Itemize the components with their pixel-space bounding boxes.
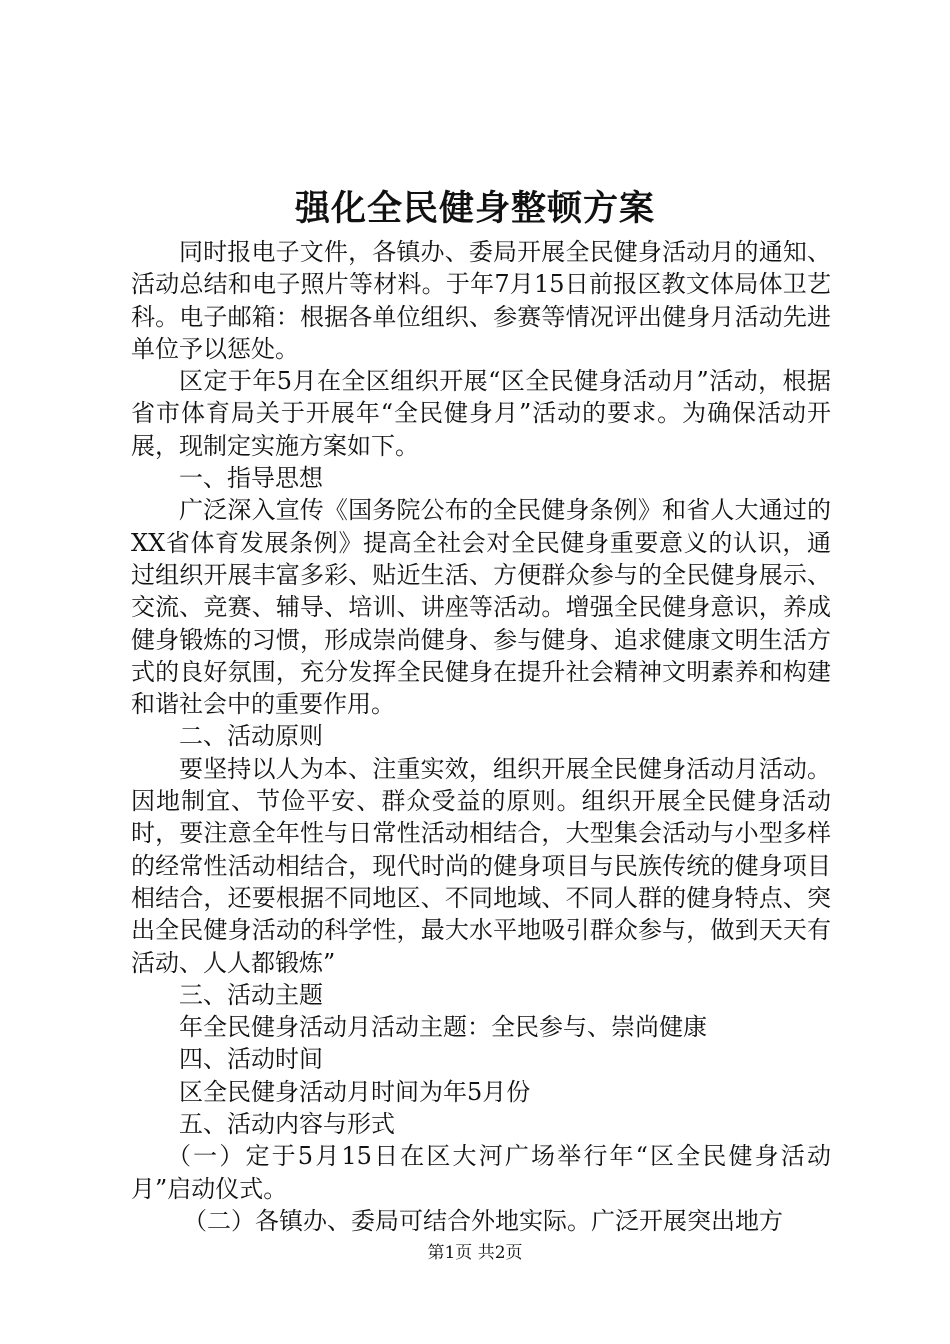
section-heading: 一、指导思想	[179, 464, 323, 493]
paragraph: （二）各镇办、委局可结合外地实际。广泛开展突出地方	[183, 1206, 783, 1235]
page-number-footer: 第1页 共2页	[427, 1243, 523, 1263]
section-heading: 二、活动原则	[179, 722, 323, 751]
paragraph: 同时报电子文件，各镇办、委局开展全民健身活动月的通知、活动总结和电子照片等材料。于年7月15日前报区教文体局体卫艺科。电子邮箱：根据各单位组织、参赛等情况评出健身月活动先进单位予以惩处。	[131, 238, 831, 363]
paragraph: 要坚持以人为本、注重实效，组织开展全民健身活动月活动。因地制宜、节俭平安、群众受益的原则。组织开展全民健身活动时，要注意全年性与日常性活动相结合，大型集会活动与小型多样的经常性活动相结合，现代时尚的健身项目与民族传统的健身项目相结合，还要根据不同地区、不同地域、不同人群的健身特点、突出全民健身活动的科学性，最大水平地吸引群众参与，做到天天有活动、人人都锻炼”	[131, 754, 831, 977]
section-heading: 四、活动时间	[179, 1045, 323, 1074]
paragraph: 年全民健身活动月活动主题：全民参与、崇尚健康	[179, 1013, 707, 1042]
document-title: 强化全民健身整顿方案	[294, 188, 655, 229]
section-heading: 五、活动内容与形式	[179, 1110, 395, 1139]
paragraph: 广泛深入宣传《国务院公布的全民健身条例》和省人大通过的XX省体育发展条例》提高全社会对全民健身重要意义的认识，通过组织开展丰富多彩、贴近生活、方便群众参与的全民健身展示、交流、竞赛、辅导、培训、讲座等活动。增强全民健身意识，养成健身锻炼的习惯，形成崇尚健身、参与健身、追求健康文明生活方式的良好氛围，充分发挥全民健身在提升社会精神文明素养和构建和谐社会中的重要作用。	[131, 496, 831, 719]
document-body	[131, 236, 831, 1237]
paragraph: 区全民健身活动月时间为年5月份	[179, 1077, 531, 1106]
paragraph: 区定于年5月在全区组织开展“区全民健身活动月”活动，根据省市体育局关于开展年“全民健身月”活动的要求。为确保活动开展，现制定实施方案如下。	[131, 367, 831, 460]
paragraph: （一）定于5月15日在区大河广场举行年“区全民健身活动月”启动仪式。	[131, 1142, 831, 1203]
section-heading: 三、活动主题	[179, 980, 323, 1009]
